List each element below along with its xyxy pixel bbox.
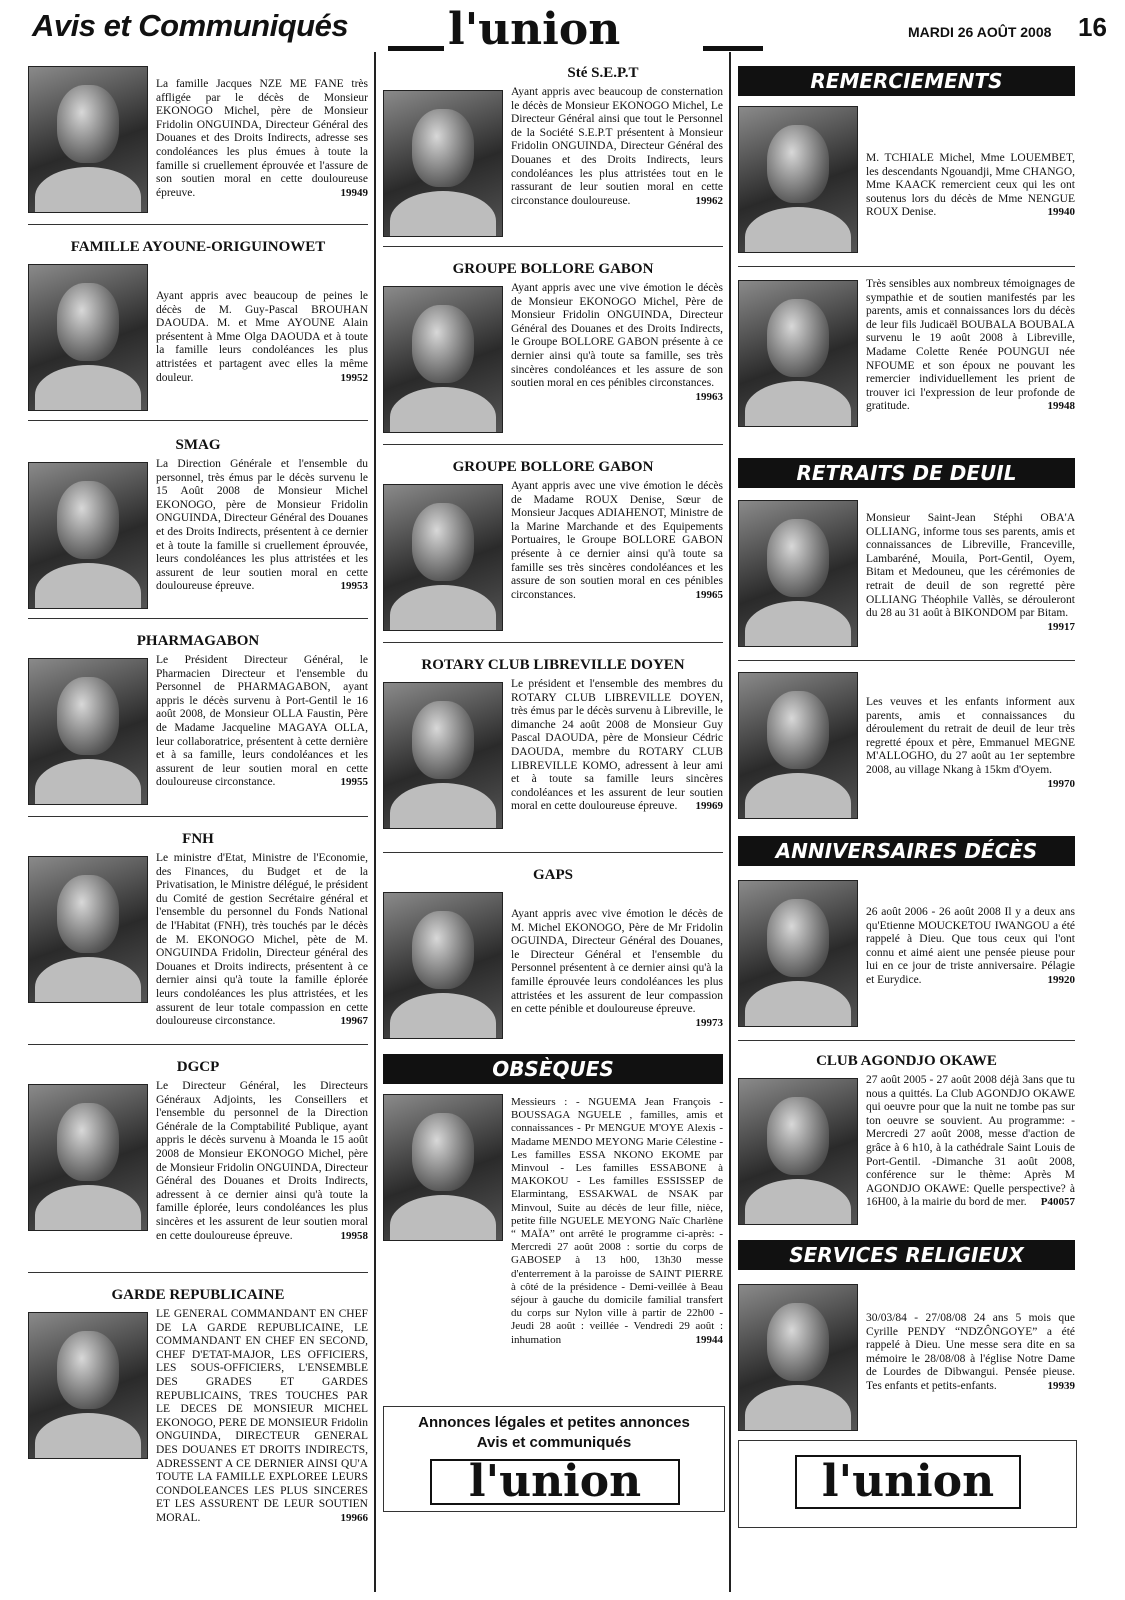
divider: [28, 816, 368, 817]
notice: [28, 436, 368, 593]
notice-text: Ayant appris avec une vive émotion le décès de Monsieur EKONOGO Michel, Père de Monsieur Fridolin ONGUINDA, Directeur Général des Douanes et des Droits Indirects, le Groupe BOLLORE GABON présente à ce dernier ainsi qu'à toute sa famille, ses très sincères condoléances et les assure de son soutien moral en ces pénibles circonstances.: [511, 282, 723, 390]
notice-text: 30/03/84 - 27/08/08 24 ans 5 mois que Cyrille PENDY “NDZÔNGOYE” a été rappelé à Dieu. Une messe sera dite en sa mémoire le 28/08/08 à l'église Notre Dame de Lourdes de Dibwangui. Pensée pieuse. Tes enfants et petits-enfants.: [866, 1312, 1075, 1392]
notice-title: PHARMAGABON: [136, 633, 260, 649]
divider: [383, 444, 723, 445]
portrait-photo: [738, 106, 858, 253]
notice-text: Le ministre d'Etat, Ministre de l'Economie, des Finances, du Budget et de la Privatisation, le Ministre délégué, le président du Comité de gestion Secrétaire général et l'ensemble du personnel du Fonds National de l'Habitat (FNH), très touchés par le décès de M. EKONOGO Michel, pète de M. ONGUINDA Fridolin, Directeur général des Douanes et Droits indirects, présentent à ce dernier ainsi qu'à toute la famille éplorée leurs condoléances les plus attristées, et les assurent de leur totale compassion en cette douloureuse circonstance.: [156, 852, 368, 1028]
portrait-photo: [28, 1084, 148, 1231]
notice-ref: 19940: [1047, 206, 1075, 219]
notice-ref: 19963: [695, 390, 723, 403]
portrait-photo: [738, 880, 858, 1027]
notice-title: GARDE REPUBLICAINE: [111, 1287, 285, 1303]
notice-ref: 19966: [340, 1511, 368, 1524]
notice-ref: 19965: [695, 588, 723, 601]
ad-logo: l'union: [795, 1455, 1021, 1509]
divider: [383, 642, 723, 643]
portrait-photo: [28, 264, 148, 411]
divider: [383, 246, 723, 247]
notice: [28, 632, 368, 789]
divider: [738, 660, 1075, 661]
notice-text: LE GENERAL COMMANDANT EN CHEF DE LA GARDE REPUBLICAINE, LE COMMANDANT EN CHEF EN SECOND, CHEF D'ETAT-MAJOR, LES OFFICIERS, LES SOUS-OFFICIERS, L'ENSEMBLE DES GRADES ET GARDES REPUBLICAINS, TRES TOUCHES PAR LE DECES DE MONSIEUR MICHEL EKONOGO, PERE DE MONSIEUR Fridolin ONGUINDA, DIRECTEUR GENERAL DES DOUANES ET DROITS INDIRECTS, ADRESSENT A CE DERNIER AINSI QU'A TOUTE LA FAMILLE EXPLOREE LEURS CONDOLEANCES LES PLUS SINCERES ET LES ASSURENT DE LEUR SOUTIEN MORAL.: [156, 1308, 368, 1524]
notice-text: Le Président Directeur Général, le Pharmacien Directeur et l'ensemble du Personnel de PHARMAGABON, ayant appris le décès survenu à Port-Gentil le 16 août 2008, de Monsieur OLLA Faustin, Père de Madame Jacqueline MAGAYA OLLA, leur collaboratrice, présentent à cette dernière et à sa famille, leurs condoléances et les assurent de leur soutien moral en cette douloureuse circonstance.: [156, 654, 368, 789]
ad-logo: l'union: [430, 1459, 680, 1505]
newspaper-logo: l'union: [448, 4, 621, 55]
divider: [383, 852, 723, 853]
anniversaires-banner: ANNIVERSAIRES DÉCÈS: [738, 836, 1075, 866]
notice-text: Ayant appris avec une vive émotion le décès de Madame ROUX Denise, Sœur de Monsieur Jacques ADIAHENOT, Ministre de la Marine Marchande et des Equipements Portuaires, le Groupe BOLLORE GABON présente à ce dernier ainsi qu'à toute sa famille ses très sincères condoléances et les assure de son soutien moral en ces pénibles circonstances.: [511, 480, 723, 601]
notice-ref: 19955: [340, 776, 368, 789]
notice-ref: 19949: [340, 186, 368, 199]
notice-ref: 19939: [1047, 1379, 1075, 1392]
portrait-photo: [383, 682, 503, 829]
portrait-photo: [383, 90, 503, 237]
notice-title: GAPS: [532, 867, 573, 883]
notice-ref: 19948: [1047, 400, 1075, 413]
divider: [28, 224, 368, 225]
portrait-photo: [738, 500, 858, 647]
retraits-banner: RETRAITS DE DEUIL: [738, 458, 1075, 488]
portrait-photo: [28, 856, 148, 1003]
notice-ref: 19953: [340, 580, 368, 593]
notice: [28, 1058, 368, 1242]
portrait-photo: [383, 286, 503, 433]
notice-ref: 19962: [695, 194, 723, 207]
notice-ref: P40057: [1040, 1196, 1075, 1209]
header-rule: [703, 46, 763, 51]
notice-text: Le président et l'ensemble des membres du ROTARY CLUB LIBREVILLE DOYEN, très émus par le décès survenu à Libreville, le dimanche 24 août 2008 de Monsieur Guy Pascal DAOUDA, père de Monsieur Cédric DAOUDA, membre du ROTARY CLUB LIBREVILLE KOMO, adressent à leur ami et à toute sa famille leurs sincères condoléances et les assurent de leur soutien moral en cette douloureuse épreuve.: [511, 678, 723, 813]
notice: [383, 260, 723, 403]
portrait-photo: [738, 1078, 858, 1225]
notice-text: 26 août 2006 - 26 août 2008 Il y a deux ans qu'Etienne MOUCKETOU IWANGOU a été rappelé à Dieu. Que tous ceux qui l'ont connu et aimé aient une pensée pieuse pour lui en ce jour de triste anniversaire. Pélagie et Eurydice.: [866, 906, 1075, 986]
notice: [383, 866, 723, 1029]
header-rule: [388, 46, 444, 51]
notice-ref: 19973: [695, 1016, 723, 1029]
portrait-photo: [383, 484, 503, 631]
divider: [28, 1272, 368, 1273]
notice-ref: 19970: [1047, 777, 1075, 790]
notice: [738, 1052, 1075, 1209]
notice-ref: 19952: [340, 371, 368, 384]
notice: [383, 64, 723, 207]
portrait-photo: [738, 672, 858, 819]
notice: [28, 830, 368, 1028]
page-header: [28, 4, 1107, 55]
notice-ref: 19917: [1047, 620, 1075, 633]
notice-ref: 19920: [1047, 973, 1075, 986]
section-title: Avis et Communiqués: [32, 8, 349, 43]
notice: [383, 656, 723, 813]
notice-ref: 19958: [340, 1229, 368, 1242]
notice-text: La Direction Générale et l'ensemble du personnel, très émus par le décès survenu le 15 Août 2008 de Monsieur Michel EKONOGO, père de Monsieur Fridolin ONGUINDA, Directeur Général des Douanes et des Droits Indirects, présentent à ce dernier et à toute la famille si cruellement éprouvée, leurs condoléances les plus attristées et les assurent de leur soutien moral en cette douloureuse épreuve.: [156, 458, 368, 593]
notice-ref: 19969: [695, 800, 723, 813]
advertisement: [738, 1440, 1077, 1528]
column-divider: [374, 52, 376, 1592]
portrait-photo: [28, 66, 148, 213]
portrait-photo: [738, 1284, 858, 1431]
divider: [28, 1044, 368, 1045]
divider: [28, 420, 368, 421]
notice-ref: 19944: [695, 1333, 723, 1346]
portrait-photo: [738, 280, 858, 427]
portrait-photo: [383, 1094, 503, 1241]
notice-text: Ayant appris avec vive émotion le décès de M. Michel EKONOGO, Père de Mr Fridolin OGUINDA, Directeur Général des Douanes, le Directeur Général et l'ensemble du Personnel présentent à ce dernier ainsi qu'à la famille éprouvée leurs condoléances les plus attristées et les assurent de leur compassion en cette pénible et douloureuse épreuve.: [511, 908, 723, 1016]
issue-date: MARDI 26 AOÛT 2008: [908, 24, 1052, 40]
portrait-photo: [383, 892, 503, 1039]
column-divider: [729, 52, 731, 1592]
notice: [28, 238, 368, 384]
notice-title: GROUPE BOLLORE GABON: [452, 261, 654, 277]
notice-title: CLUB AGONDJO OKAWE: [816, 1053, 997, 1069]
divider: [738, 1040, 1075, 1041]
notice-title: DGCP: [176, 1059, 220, 1075]
notice-title: Sté S.E.P.T: [567, 65, 639, 81]
notice-title: FAMILLE AYOUNE-ORIGUINOWET: [70, 239, 326, 255]
notice-title: SMAG: [175, 437, 221, 453]
divider: [28, 618, 368, 619]
notice-text: Ayant appris avec beaucoup de peines le décès de M. Guy-Pascal BROUHAN DAOUDA. M. et Mme AYOUNE Alain présentent à Mme Olga DAOUDA et à toute la famille leurs condoléances les plus attristées et partagent avec elles la même douleur.: [156, 290, 368, 384]
notice-ref: 19967: [340, 1015, 368, 1028]
notice-text: Monsieur Saint-Jean Stéphi OBA'A OLLIANG, informe tous ses parents, amis et connaissances de Libreville, Franceville, Lambaréné, Mouila, Port-Gentil, Oyem, Bitam et Medouneu, que les cérémonies de retrait de deuil de son regretté père OLLIANG Théophile Vallès, se dérouleront du 28 au 31 août à BIKONDOM par Bitam.: [866, 512, 1075, 620]
notice-title: GROUPE BOLLORE GABON: [452, 459, 654, 475]
page-number: 16: [1078, 12, 1107, 42]
notice: [28, 66, 368, 216]
notice-text: La famille Jacques NZE ME FANE très affligée par le décès de Monsieur EKONOGO Michel, père de Monsieur Fridolin ONGUINDA, Directeur Général des Douanes et des Droits Indirects, adresse ses condoléances les plus émues à toute la famille si cruellement éprouvée et l'assure de son soutien moral en cette douloureuse épreuve.: [156, 78, 368, 199]
notice-text: Ayant appris avec beaucoup de consternation le décès de Monsieur EKONOGO Michel, Le Directeur Général ainsi que tout le Personnel de la Société S.E.P.T présentent à Monsieur Fridolin ONGUINDA, Directeur Général des Douanes et des Droits Indirects, leurs condoléances les plus attristées tout en le rassurant de leur soutien moral en cette circonstance douloureuse.: [511, 86, 723, 207]
ad-line: Avis et communiqués: [476, 1434, 632, 1451]
notice-text: M. TCHIALE Michel, Mme LOUEMBET, les descendants Ngouandji, Mme CHANGO, Mme KAACK remercient ceux qui les ont soutenus lors du décès de Mme NENGUE ROUX Denise.: [866, 152, 1075, 219]
notice-title: ROTARY CLUB LIBREVILLE DOYEN: [421, 657, 685, 673]
notice-title: FNH: [182, 831, 214, 847]
portrait-photo: [28, 658, 148, 805]
advertisement: [383, 1406, 725, 1512]
notice-text: Messieurs : - NGUEMA Jean François - BOUSSAGA NGUELE , familles, amis et connaissances - Pr MENGUE M'OYE Alexis - Madame MENDO MEYONG Marie Célestine - Les familles ESSA NKONO EKOME par Minvoul - Les familles ESSABONE à MAKOKOU - Les familles ESSISSEP de Elarmintang, ESSAKWAL de NSAK par Minvoul, Suite au décès de leur fille, nièce, petite fille NGUELE MEYONG Naïc Charlène “ MAÏA” ont arrêté le programme ci-après: - Mercredi 27 août 2008 : sortie du corps de GABOSEP à 13 h00, 13h30 messe d'enterrement à la paroisse de SAINT PIERRE à côté de la présidence - Demi-veillée à Beau séjour à gauche du domicile familial transfert du corps sur Nylon ville à partir de 22h00 - Jeudi 28 août : veillée - Vendredi 29 août : inhumation: [511, 1096, 723, 1346]
portrait-photo: [28, 462, 148, 609]
notice-text: Très sensibles aux nombreux témoignages de sympathie et de soutien manifestés par les parents, amis et connaissances lors du décès de leur fils Judicaël BOUBALA BOUBALA survenu le 19 août 2008 à Libreville, Madame Colette Renée POUNGUI née NFOUME et son époux ne pouvant les remercier individuellement les prient de trouver ici l'expression de leur profonde de gratitude.: [866, 278, 1075, 413]
notice-text: 27 août 2005 - 27 août 2008 déjà 3ans que tu nous a quittés. La Club AGONDJO OKAWE qui oeuvre pour que la nuit ne tombe pas sur ton oeuvre se souvient. Au programme: - Mercredi 27 août 2008, messe d'action de grâce à 6 h10, à la cathédrale Saint Louis de Port-Gentil. -Dimanche 31 août 2008, conférence sur le thème: Après M AGONDJO OKAWE: Quelle perspective? à 16H00, à la mairie du bord de mer.: [866, 1074, 1075, 1209]
obseques-banner: OBSÈQUES: [383, 1054, 723, 1084]
services-banner: SERVICES RELIGIEUX: [738, 1240, 1075, 1270]
notice: [383, 458, 723, 601]
notice-text: Les veuves et les enfants informent aux parents, amis et connaissances du déroulement du retrait de deuil de leur très regretté époux et père, Emmanuel MEGNE M'ALLOGHO, du 27 août au 1er septembre 2008, au village Nkang à 15km d'Oyem.: [866, 696, 1075, 776]
portrait-photo: [28, 1312, 148, 1459]
notice-text: Le Directeur Général, les Directeurs Généraux Adjoints, les Conseillers et l'ensemble du personnel de la Direction Générale de la Comptabilité Publique, ayant appris le décès survenu à Moanda le 15 août 2008 de Monsieur EKONOGO Michel, père de Monsieur Fridolin ONGUINDA, Directeur Général des Douanes et Droits Indirects, adressent à ce dernier ainsi qu'à toute la famille éplorée, leurs condoléances les plus sincères et les assurent de leur soutien moral en cette douloureuse épreuve.: [156, 1080, 368, 1242]
ad-line: Annonces légales et petites annonces: [418, 1414, 690, 1431]
remerciements-banner: REMERCIEMENTS: [738, 66, 1075, 96]
notice: [28, 1286, 368, 1524]
divider: [738, 266, 1075, 267]
